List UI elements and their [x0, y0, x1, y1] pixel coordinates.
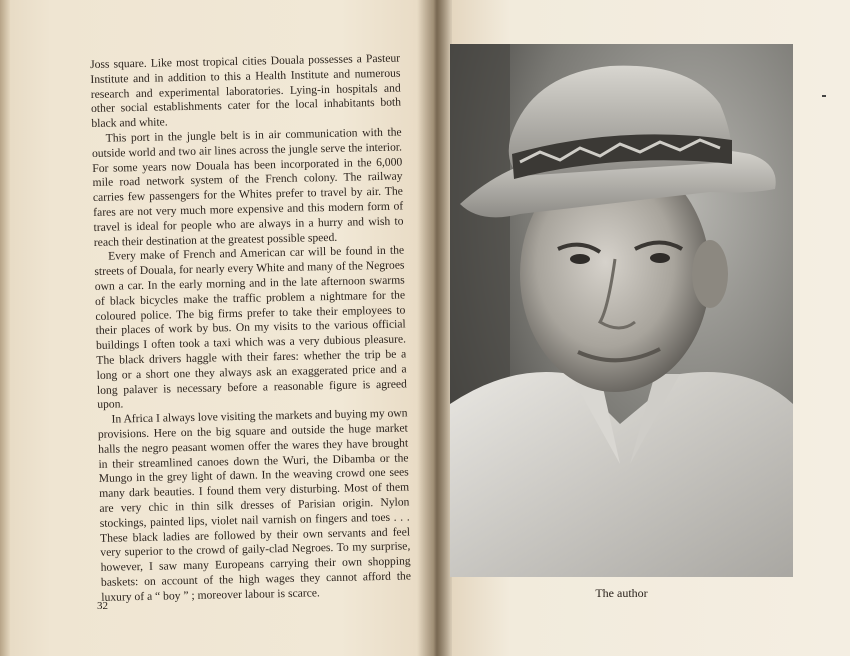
page-number: 32 [97, 600, 108, 612]
page-edge [0, 0, 10, 656]
paragraph: Every make of French and American car will be found in the streets of Douala, for nearly every White and many of the Negroes own a car. In the early morning and in the late afternoon swarms of black bicycles make the traffic problem a nightmare for the coloured police. The big firms prefer to take their employees to their places of work by bus. On my visits to the various official buildings I often took a taxi which was a very dubious pleasure. The black drivers haggle with their fares: whether the trip be a long or a short one they always ask an exaggerated price and a long palaver is necessary before a reasonable figure is agreed upon. [94, 243, 408, 412]
paragraph: This port in the jungle belt is in air communication with the outside world and two air lines across the jungle serve the interior. For some years now Douala has been incorporated in the 6,000 mile road network system of the French colony. The railway carries few passengers for the Whites prefer to travel by air. The fares are not very much more expensive and this modern form of travel is ideal for people who are always in a hurry and wish to reach their destination at the greatest possible speed. [91, 125, 404, 249]
paragraph: In Africa I always love visiting the markets and buying my own provisions. Here on the big square and outside the huge market halls the negro peasant women offer the wares they have brought in their streamlined canoes down the Wuri, the Dibamba or the Mungo in the grey light of dawn. In the weaving crowd one sees many dark beauties. I found them very disturbing. Most of them are very chic in thin silk dresses of Parisian origin. Nylon stockings, painted lips, violet nail varnish on fingers and toes . . . These black ladies are followed by their own servants and feel very superior to the crowd of gaily-clad Negroes. To my surprise, however, I saw many Europeans carrying their own shopping baskets: on account of the high wages they cannot afford the luxury of a “ boy ” ; moreover labour is scarce. [97, 406, 412, 604]
author-photo [450, 44, 793, 577]
photo-caption: The author [595, 586, 648, 600]
portrait-illustration [450, 44, 793, 577]
paragraph: Joss square. Like most tropical cities Douala possesses a Pasteur Institute and in addition to this a Health Institute and numerous research and experimental laboratories. Lying-in hospitals and other social establishments cater for the local inhabitants both black and white. [90, 51, 402, 131]
page-speck [822, 95, 826, 97]
body-text [90, 52, 411, 606]
